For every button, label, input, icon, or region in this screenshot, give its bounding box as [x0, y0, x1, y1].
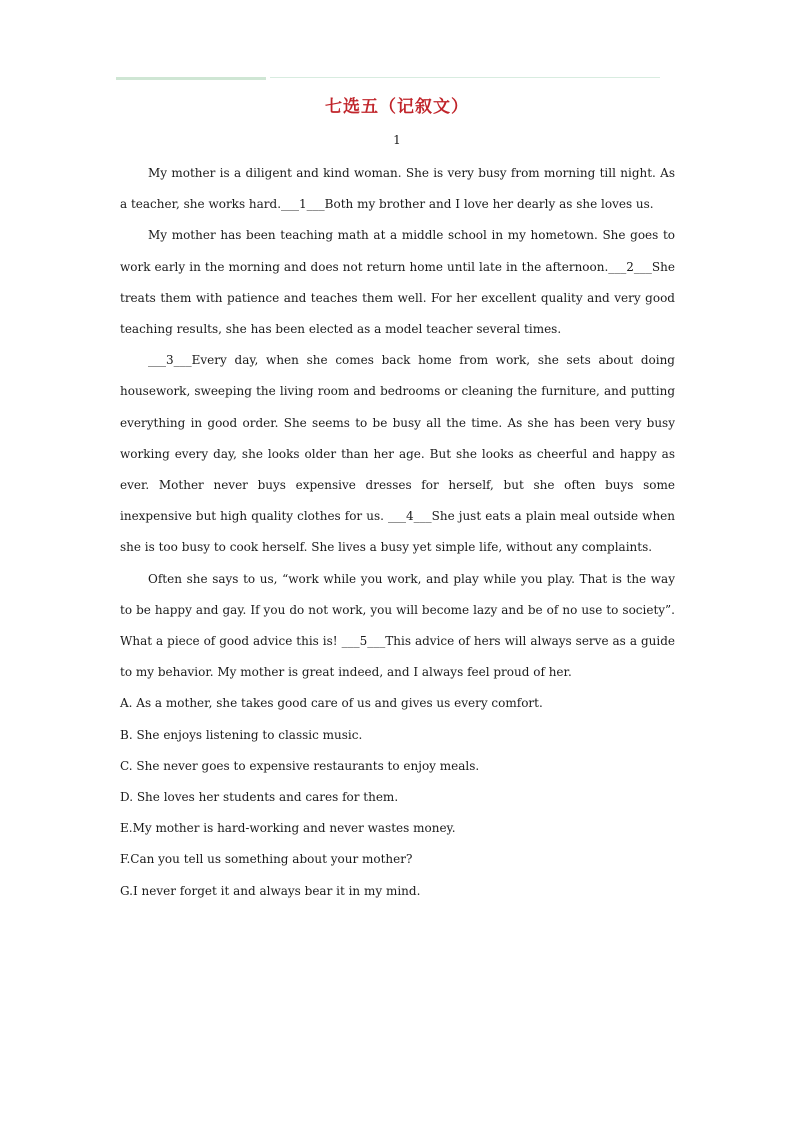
header-rule — [270, 77, 660, 78]
option-f: F.Can you tell us something about your mother? — [120, 852, 413, 867]
option-a: A. As a mother, she takes good care of us and gives us every comfort. — [120, 696, 543, 711]
option-g: G.I never forget it and always bear it in my mind. — [120, 883, 421, 898]
passage-paragraph-2: My mother has been teaching math at a middle school in my hometown. She goes to work early in the morning and does not return home until late in the afternoon.___2___She treats them with patience and teaches them well. For her excellent quality and very good teaching results, she has been elected as a model teacher several times. — [120, 228, 675, 337]
option-e: E.My mother is hard-working and never wastes money. — [120, 821, 456, 836]
option-c: C. She never goes to expensive restaurants to enjoy meals. — [120, 758, 480, 773]
passage-paragraph-1: My mother is a diligent and kind woman. She is very busy from morning till night. As a teacher, she works hard.___1___Both my brother and I love her dearly as she loves us. — [120, 166, 675, 212]
option-d: D. She loves her students and cares for them. — [120, 790, 399, 805]
passage-paragraph-3: ___3___Every day, when she comes back home from work, she sets about doing housework, sweeping the living room and bedrooms or cleaning the furniture, and putting everything in good order. She seems to be busy all the time. As she has been very busy working every day, she looks older than her age. But she looks as cheerful and happy as ever. Mother never buys expensive dresses for herself, but she often buys some inexpensive but high quality clothes for us. ___4___She just eats a plain meal outside when she is too busy to cook herself. She lives a busy yet simple life, without any complaints. — [120, 353, 675, 555]
option-b: B. She enjoys listening to classic music. — [120, 727, 363, 742]
header-rule-accent — [116, 77, 266, 80]
page-title: 七选五（记叙文） — [325, 97, 469, 117]
passage — [120, 158, 675, 907]
passage-paragraph-4: Often she says to us, “work while you work, and play while you play. That is the way to be happy and gay. If you do not work, you will become lazy and be of no use to society”. What a piece of good advice this is! ___5___This advice of hers will always serve as a guide to my behavior. My mother is great indeed, and I always feel proud of her. — [120, 571, 675, 680]
section-number: 1 — [393, 133, 401, 147]
